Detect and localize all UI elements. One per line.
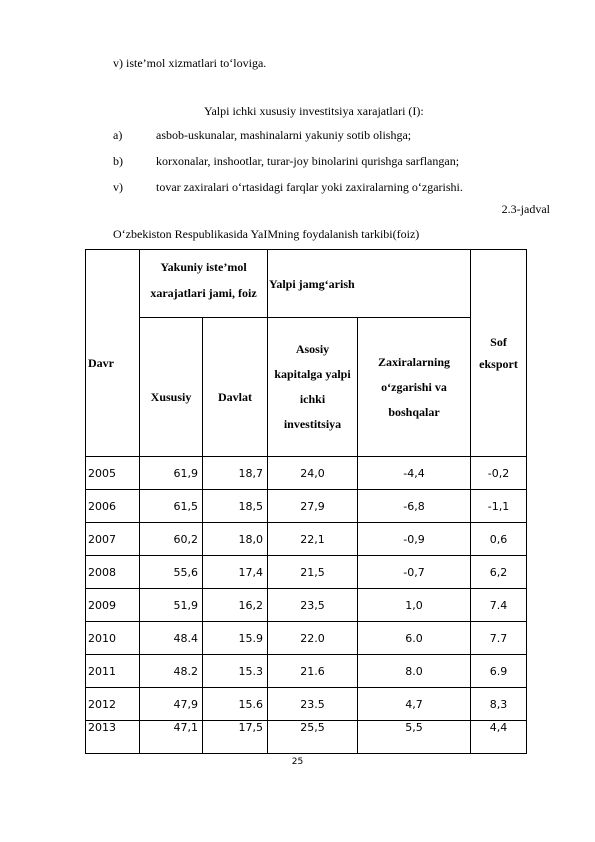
cell-government: 15.3 xyxy=(203,655,268,688)
cell-fixed: 21.6 xyxy=(268,655,358,688)
header-consumption-line2: xarajatlari jami, foiz xyxy=(150,286,257,300)
header-government: Davlat xyxy=(203,318,268,457)
cell-export: 7.7 xyxy=(471,622,527,655)
cell-private: 48.2 xyxy=(140,655,203,688)
cell-government: 17,5 xyxy=(203,721,268,754)
header-period: Davr xyxy=(86,250,140,457)
cell-year: 2009 xyxy=(86,589,140,622)
cell-year: 2008 xyxy=(86,556,140,589)
table-row xyxy=(86,589,527,622)
table-title: O‘zbekiston Respublikasida YaIMning foydalanish tarkibi(foiz) xyxy=(113,227,420,241)
cell-inventory: 1,0 xyxy=(358,589,471,622)
table-row xyxy=(86,556,527,589)
cell-inventory: -0,7 xyxy=(358,556,471,589)
cell-government: 18,5 xyxy=(203,490,268,523)
cell-fixed: 21,5 xyxy=(268,556,358,589)
header-net-export xyxy=(471,250,527,457)
header-private: Xususiy xyxy=(140,318,203,457)
cell-fixed: 27,9 xyxy=(268,490,358,523)
header-consumption xyxy=(140,250,268,318)
cell-export: 8,3 xyxy=(471,688,527,721)
cell-inventory: 8.0 xyxy=(358,655,471,688)
cell-government: 17,4 xyxy=(203,556,268,589)
header-inventory-change xyxy=(358,318,471,457)
cell-export: 6,2 xyxy=(471,556,527,589)
cell-government: 16,2 xyxy=(203,589,268,622)
subheading: Yalpi ichki xususiy investitsiya xarajatlari (I): xyxy=(204,104,424,118)
cell-private: 51,9 xyxy=(140,589,203,622)
header-net-export-line2: eksport xyxy=(479,357,518,371)
cell-government: 18,0 xyxy=(203,523,268,556)
cell-fixed: 22,1 xyxy=(268,523,358,556)
list-text: tovar zaxiralari o‘rtasidagi farqlar yoki zaxiralarning o‘zgarishi. xyxy=(156,180,463,194)
table-row xyxy=(86,688,527,721)
cell-export: 4,4 xyxy=(471,721,527,754)
header-fixed-line4: investitsiya xyxy=(283,417,342,431)
cell-private: 47,9 xyxy=(140,688,203,721)
cell-year: 2012 xyxy=(86,688,140,721)
cell-private: 61,9 xyxy=(140,457,203,490)
cell-inventory: 5,5 xyxy=(358,721,471,754)
cell-export: 7.4 xyxy=(471,589,527,622)
header-gross-accumulation: Yalpi jamg‘arish xyxy=(268,250,471,318)
cell-year: 2013 xyxy=(86,721,140,754)
header-net-export-line1: Sof xyxy=(490,335,507,349)
cell-fixed: 25,5 xyxy=(268,721,358,754)
list-item xyxy=(0,180,595,196)
list-item xyxy=(0,128,595,144)
cell-inventory: -6,8 xyxy=(358,490,471,523)
cell-year: 2007 xyxy=(86,523,140,556)
cell-fixed: 22.0 xyxy=(268,622,358,655)
header-fixed-line2: kapitalga yalpi xyxy=(274,367,351,381)
cell-private: 60,2 xyxy=(140,523,203,556)
cell-fixed: 24,0 xyxy=(268,457,358,490)
gdp-usage-table xyxy=(85,249,527,754)
cell-government: 15.6 xyxy=(203,688,268,721)
header-fixed-capital xyxy=(268,318,358,457)
cell-inventory: -0,9 xyxy=(358,523,471,556)
list-item xyxy=(0,154,595,170)
table-row xyxy=(86,655,527,688)
cell-year: 2006 xyxy=(86,490,140,523)
cell-government: 18,7 xyxy=(203,457,268,490)
table-reference: 2.3-jadval xyxy=(501,202,550,216)
cell-fixed: 23,5 xyxy=(268,589,358,622)
list-text: korxonalar, inshootlar, turar-joy binolarini qurishga sarflangan; xyxy=(156,154,460,168)
cell-export: -0,2 xyxy=(471,457,527,490)
list-marker: a) xyxy=(113,128,123,142)
cell-year: 2005 xyxy=(86,457,140,490)
list-text: asbob-uskunalar, mashinalarni yakuniy sotib olishga; xyxy=(156,128,412,142)
table-row xyxy=(86,622,527,655)
cell-inventory: -4,4 xyxy=(358,457,471,490)
header-fixed-line3: ichki xyxy=(299,392,326,406)
cell-private: 61,5 xyxy=(140,490,203,523)
list-marker: v) xyxy=(113,180,123,194)
cell-export: -1,1 xyxy=(471,490,527,523)
cell-export: 6.9 xyxy=(471,655,527,688)
table-row xyxy=(86,523,527,556)
table-row xyxy=(86,490,527,523)
table-row xyxy=(86,721,527,754)
cell-government: 15.9 xyxy=(203,622,268,655)
header-inventory-line3: boshqalar xyxy=(388,404,440,419)
cell-private: 47,1 xyxy=(140,721,203,754)
header-consumption-line1: Yakuniy iste’mol xyxy=(160,260,247,274)
cell-inventory: 4,7 xyxy=(358,688,471,721)
header-inventory-line1: Zaxiralarning xyxy=(377,354,450,369)
intro-line: v) iste’mol xizmatlari to‘loviga. xyxy=(113,56,267,70)
header-fixed-line1: Asosiy xyxy=(295,342,330,356)
cell-year: 2011 xyxy=(86,655,140,688)
cell-private: 55,6 xyxy=(140,556,203,589)
table-row xyxy=(86,457,527,490)
header-inventory-line2: o‘zgarishi va xyxy=(381,379,447,394)
cell-inventory: 6.0 xyxy=(358,622,471,655)
page-number: 25 xyxy=(291,757,304,767)
list-marker: b) xyxy=(113,154,123,168)
cell-export: 0,6 xyxy=(471,523,527,556)
cell-fixed: 23.5 xyxy=(268,688,358,721)
cell-private: 48.4 xyxy=(140,622,203,655)
cell-year: 2010 xyxy=(86,622,140,655)
